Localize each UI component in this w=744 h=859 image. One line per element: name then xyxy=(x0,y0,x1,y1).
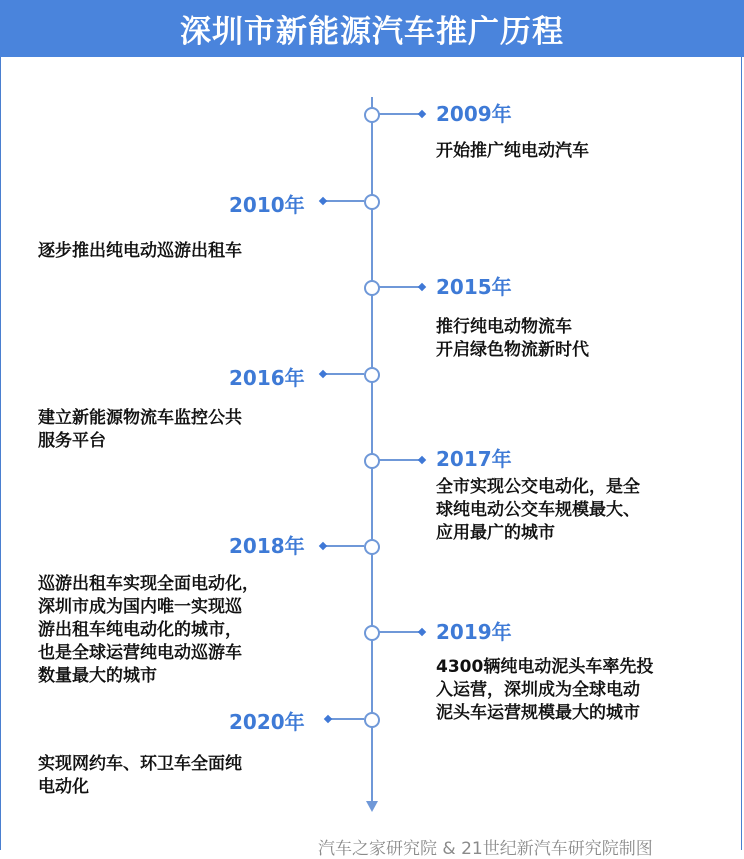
timeline-node-2009 xyxy=(364,107,380,123)
year-2020: 2020年 xyxy=(229,710,305,734)
year-2019: 2019年 xyxy=(436,620,512,644)
connector-2016 xyxy=(322,373,364,375)
event-line: 也是全球运营纯电动巡游车 xyxy=(38,643,242,663)
timeline-node-2015 xyxy=(364,280,380,296)
event-2018-desc xyxy=(38,573,259,688)
event-2019-desc xyxy=(436,656,653,725)
connector-2018 xyxy=(322,545,364,547)
timeline-node-2020 xyxy=(364,712,380,728)
event-line: 入运营，深圳成为全球电动 xyxy=(436,680,640,700)
event-line: 游出租车纯电动化的城市， xyxy=(38,620,242,640)
event-line: 数量最大的城市 xyxy=(38,666,157,686)
event-2020-desc xyxy=(38,753,242,799)
event-2017-desc xyxy=(436,476,640,545)
connector-2015 xyxy=(378,286,422,288)
event-line: 开始推广纯电动汽车 xyxy=(436,141,589,161)
event-line: 实现网约车、环卫车全面纯 xyxy=(38,754,242,774)
event-line: 服务平台 xyxy=(38,431,106,451)
year-2015: 2015年 xyxy=(436,275,512,299)
connector-2020 xyxy=(328,718,364,720)
year-2010: 2010年 xyxy=(229,193,305,217)
connector-2010 xyxy=(322,200,364,202)
connector-2009 xyxy=(378,113,422,115)
event-line: 电动化 xyxy=(38,777,89,797)
source-credit: 汽车之家研究院 & 21世纪新汽车研究院制图 xyxy=(318,839,653,859)
event-line: 全市实现公交电动化，是全 xyxy=(436,477,640,497)
event-line: 泥头车运营规模最大的城市 xyxy=(436,703,640,723)
header-bar xyxy=(0,0,744,57)
event-line: 巡游出租车实现全面电动化， xyxy=(38,574,259,594)
year-2018: 2018年 xyxy=(229,534,305,558)
year-2016: 2016年 xyxy=(229,366,305,390)
timeline-node-2016 xyxy=(364,367,380,383)
connector-2017 xyxy=(378,459,422,461)
event-line: 推行纯电动物流车 xyxy=(436,317,572,337)
event-line: 应用最广的城市 xyxy=(436,523,555,543)
timeline-node-2019 xyxy=(364,625,380,641)
year-2009: 2009年 xyxy=(436,102,512,126)
event-2010-desc xyxy=(38,240,242,263)
event-line: 建立新能源物流车监控公共 xyxy=(38,408,242,428)
event-line: 4300辆纯电动泥头车率先投 xyxy=(436,657,654,677)
event-2009-desc xyxy=(436,140,589,163)
event-line: 球纯电动公交车规模最大、 xyxy=(436,500,640,520)
event-line: 深圳市成为国内唯一实现巡 xyxy=(38,597,242,617)
event-2016-desc xyxy=(38,407,242,453)
event-2015-desc xyxy=(436,316,589,362)
timeline-arrow-icon xyxy=(366,801,378,812)
connector-2019 xyxy=(378,631,422,633)
timeline-node-2010 xyxy=(364,194,380,210)
year-2017: 2017年 xyxy=(436,447,512,471)
event-line: 开启绿色物流新时代 xyxy=(436,340,589,360)
timeline-node-2018 xyxy=(364,539,380,555)
timeline-node-2017 xyxy=(364,453,380,469)
event-line: 逐步推出纯电动巡游出租车 xyxy=(38,241,242,261)
page-title: 深圳市新能源汽车推广历程 xyxy=(180,14,564,50)
